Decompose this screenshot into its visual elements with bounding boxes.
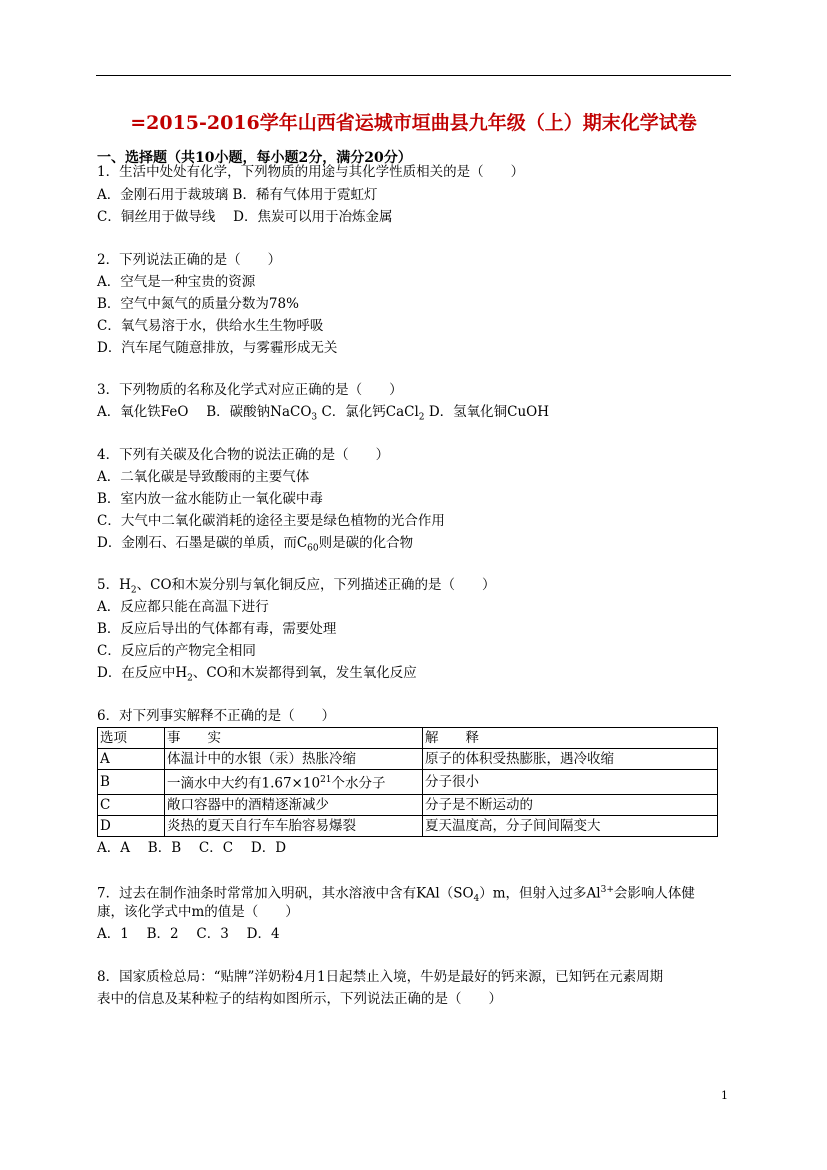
exam-title: =2015-2016学年山西省运城市垣曲县九年级（上）期末化学试卷	[130, 112, 697, 134]
table-cell: 原子的体积受热膨胀，遇冷收缩	[423, 749, 718, 770]
table-header-row	[98, 728, 718, 749]
q8-stem-line2: 表中的信息及某种粒子的结构如图所示，下列说法正确的是（ ）	[97, 991, 502, 1007]
table-cell: B	[98, 770, 165, 795]
section-heading: 一、选择题（共10小题，每小题2分，满分20分）	[97, 150, 412, 166]
table-row	[98, 770, 718, 795]
q3-options: A．氧化铁FeO B．碳酸钠NaCO$_3$ C．氯化钙CaCl$_2$ D．氢氧化铜CuOH	[97, 404, 550, 423]
q1-stem: 1．生活中处处有化学，下列物质的用途与其化学性质相关的是（ ）	[97, 164, 525, 180]
q6-stem: 6．对下列事实解释不正确的是（ ）	[97, 708, 336, 724]
table-cell: A	[98, 749, 165, 770]
q7-stem-line2: 康，该化学式中m的值是（ ）	[97, 904, 299, 920]
table-cell: D	[98, 815, 165, 836]
q1-options-cd: C．铜丝用于做导线 D．焦炭可以用于冶炼金属	[97, 209, 393, 225]
table-header-cell: 事 实	[165, 728, 423, 749]
q2-option-d: D．汽车尾气随意排放，与雾霾形成无关	[97, 340, 338, 356]
q4-option-c: C．大气中二氧化碳消耗的途径主要是绿色植物的光合作用	[97, 513, 445, 529]
q1-options-ab: A．金刚石用于裁玻璃 B．稀有气体用于霓虹灯	[97, 187, 378, 203]
q4-option-a: A．二氧化碳是导致酸雨的主要气体	[97, 469, 310, 485]
q2-option-c: C．氧气易溶于水，供给水生生物呼吸	[97, 318, 324, 334]
q8-stem-line1: 8．国家质检总局：“贴牌”洋奶粉4月1日起禁止入境，牛奶是最好的钙来源，已知钙在元素周期	[97, 969, 664, 985]
q4-stem: 4．下列有关碳及化合物的说法正确的是（ ）	[97, 447, 390, 463]
table-cell: 分子很小	[423, 770, 718, 795]
table-row	[98, 815, 718, 836]
table-cell: 炎热的夏天自行车车胎容易爆裂	[165, 815, 423, 836]
table-cell: 一滴水中大约有$1.67\times 10^{21}$个水分子	[165, 770, 423, 795]
q5-stem: 5．$H_2$、CO和木炭分别与氧化铜反应，下列描述正确的是（ ）	[97, 577, 496, 596]
table-header-cell: 选项	[98, 728, 165, 749]
q6-table	[97, 727, 718, 837]
q5-option-d: D．在反应中$H_2$、CO和木炭都得到氧，发生氧化反应	[97, 665, 417, 684]
q6-options: A．A B．B C．C D．D	[97, 840, 287, 856]
table-cell: 体温计中的水银（汞）热胀冷缩	[165, 749, 423, 770]
q4-option-b: B．室内放一盆水能防止一氧化碳中毒	[97, 491, 323, 507]
q2-option-a: A．空气是一种宝贵的资源	[97, 274, 256, 290]
q5-option-c: C．反应后的产物完全相同	[97, 643, 256, 659]
table-cell: 分子是不断运动的	[423, 794, 718, 815]
q3-stem: 3．下列物质的名称及化学式对应正确的是（ ）	[97, 382, 403, 398]
table-cell: 夏天温度高，分子间间隔变大	[423, 815, 718, 836]
table-header-cell: 解 释	[423, 728, 718, 749]
q5-option-a: A．反应都只能在高温下进行	[97, 599, 269, 615]
table-cell: 敞口容器中的酒精逐渐减少	[165, 794, 423, 815]
q7-stem-line1: 7．过去在制作油条时常常加入明矾，其水溶液中含有$KAl(SO_4)m$，但射入过多$Al^{3+}$会影响人体健	[97, 885, 695, 905]
q5-option-b: B．反应后导出的气体都有毒，需要处理	[97, 621, 337, 637]
table-row	[98, 749, 718, 770]
q2-option-b: B．空气中氮气的质量分数为78%	[97, 296, 299, 312]
table-cell: C	[98, 794, 165, 815]
table-row	[98, 794, 718, 815]
header-rule	[96, 75, 731, 76]
q2-stem: 2．下列说法正确的是（ ）	[97, 252, 282, 268]
q4-option-d: D．金刚石、石墨是碳的单质，而$C_{60}$则是碳的化合物	[97, 535, 414, 554]
q7-options: A．1 B．2 C．3 D．4	[97, 926, 280, 942]
page-number: 1	[721, 1089, 728, 1102]
